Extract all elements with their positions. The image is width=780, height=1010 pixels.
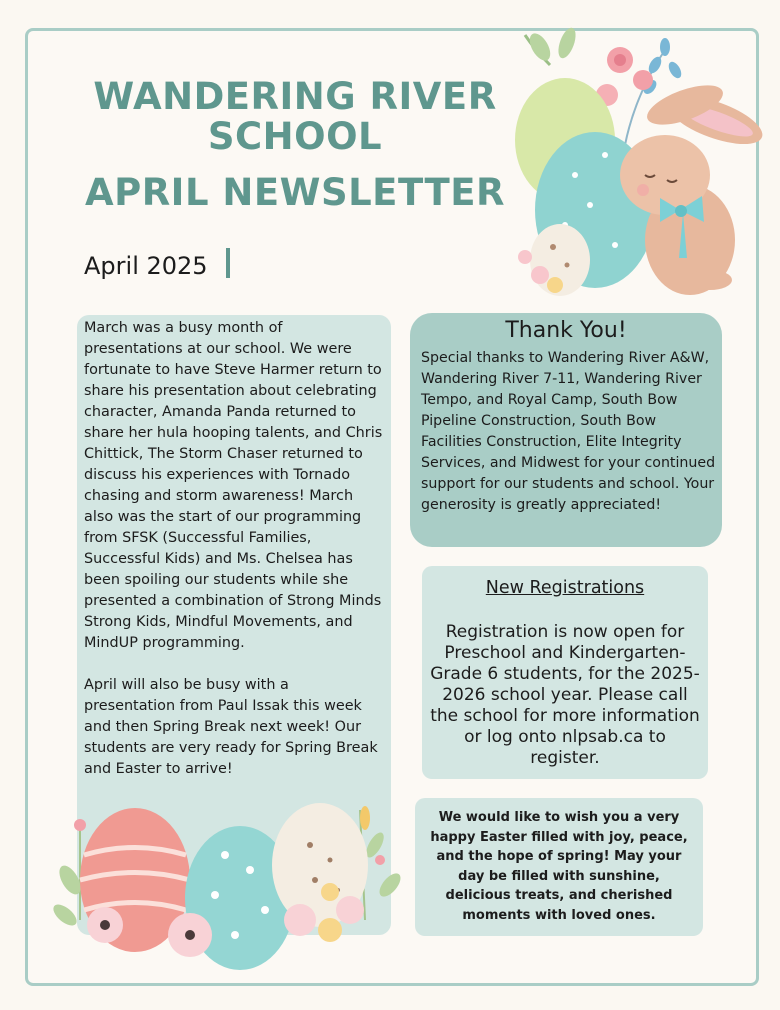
thank-you-text: Special thanks to Wandering River A&W, Wandering River 7-11, Wandering River Tempo, and Royal Camp, South Bow Pipeline Construction, South Bow Facilities Construction, Elite Integrity Services, and Midwest for your continued support for our students and school. Your generosity is greatly appreciated!: [421, 350, 716, 513]
easter-wish-text: We would like to wish you a very happy Easter filled with joy, peace, and the hope of spring! May your day be filled with sunshine, delicious treats, and cherished moments with loved ones.: [430, 810, 688, 923]
registrations-title: New Registrations: [485, 578, 645, 598]
newsletter-date: April 2025: [84, 252, 208, 280]
thank-you-title: Thank You!: [505, 318, 627, 343]
newsletter-title: APRIL NEWSLETTER: [84, 171, 506, 214]
main-article: [84, 318, 384, 801]
date-divider: [226, 248, 230, 278]
school-title-line1: WANDERING RIVER: [93, 75, 497, 118]
article-paragraph-2: April will also be busy with a presentation from Paul Issak this week and then Spring Break next week! Our students are very ready for Spring Break and Easter to arrive!: [84, 677, 378, 777]
registrations-text: Registration is now open for Preschool and Kindergarten-Grade 6 students, for the 2025-2026 school year. Please call the school for more information or log onto nlpsab.ca to register.: [430, 622, 700, 768]
article-paragraph-1: March was a busy month of presentations at our school. We were fortunate to have Steve Harmer return to share his presentation about celebrating character, Amanda Panda returned to share her hula hooping talents, and Chris Chittick, The Storm Chaser returned to discuss his experiences with Tornado chasing and storm awareness! March also was the start of our programming from SFSK (Successful Families, Successful Kids) and Ms. Chelsea has been spoiling our students while she presented a combination of Strong Minds Strong Kids, Mindful Movements, and MindUP programming.: [84, 320, 383, 651]
school-title-line2: SCHOOL: [207, 115, 383, 158]
easter-eggs-illustration: [40, 800, 415, 970]
easter-bunny-illustration: [495, 25, 770, 300]
